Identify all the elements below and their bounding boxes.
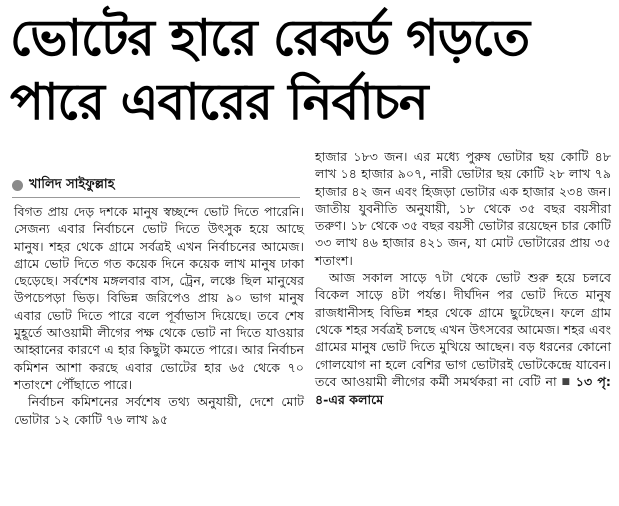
article-column-right xyxy=(315,148,611,408)
right-paragraph-2 xyxy=(315,269,611,408)
left-paragraph-2: নির্বাচন কমিশনের সর্বশেষ তথ্য অনুযায়ী, দেশে মোট ভোটার ১২ কোটি ৭৬ লাখ ৯৫ xyxy=(14,394,304,427)
byline-divider xyxy=(12,197,300,198)
byline xyxy=(12,176,115,194)
continuation-marker-icon: ■ xyxy=(561,376,571,387)
bullet-icon xyxy=(12,180,23,191)
right-paragraph-1: হাজার ১৮৩ জন। এর মধ্যে পুরুষ ভোটার ছয় কোটি ৪৮ লাখ ১৪ হাজার ৯০৭, নারী ভোটার ছয় কোটি ২৮ লাখ ৭৯ হাজার ৪২ জন এবং হিজড়া ভোটার এক হাজার ২৩৪ জন। জাতীয় যুবনীতি অনুযায়ী, ১৮ থেকে ৩৫ বছর বয়সীরা তরুণ। ১৮ থেকে ৩৫ বছর বয়সী ভোটার রয়েছেন চার কোটি ৩৩ লাখ ৪৬ হাজার ৪২১ জন, যা মোট ভোটারের প্রায় ৩৫ শতাংশ। xyxy=(315,149,611,268)
left-paragraph-1: বিগত প্রায় দেড় দশকে মানুষ স্বচ্ছন্দে ভোট দিতে পারেনি। সেজন্য এবার নির্বাচনে ভোট দিতে উৎসুক হয়ে আছে মানুষ। শহর থেকে গ্রামে সর্বত্রই এখন নির্বাচনের আমেজ। গ্রামে ভোট দিতে গত কয়েক দিনে কয়েক লাখ মানুষ ঢাকা ছেড়েছে। সর্বশেষ মঙ্গলবার বাস, ট্রেন, লঞ্চে ছিল মানুষের উপচেপড়া ভিড়। বিভিন্ন জরিপেও প্রায় ৯০ ভাগ মানুষ এবার ভোট দিতে পারে বলে পূর্বাভাস দিয়েছে। তবে শেষ মুহূর্তে আওয়ামী লীগের পক্ষ থেকে ভোট না দিতে যাওয়ার আহ্বানের কারণে এ হার কিছুটা কমতে পারে। আর নির্বাচন কমিশন আশা করছে এবার ভোটের হার ৬৫ থেকে ৭০ শতাংশে পৌঁছাতে পারে। xyxy=(14,204,304,392)
article-column-left xyxy=(14,203,304,428)
headline xyxy=(10,6,610,134)
continuation-reference: ১৩ পৃ: ৪-এর কলামে xyxy=(315,373,611,407)
headline-line-2: পারে এবারের নির্বাচন xyxy=(10,73,428,131)
byline-author: খালিদ সাইফুল্লাহ xyxy=(29,176,115,192)
headline-line-1: ভোটের হারে রেকর্ড গড়তে xyxy=(10,9,530,67)
right-paragraph-2-text: আজ সকাল সাড়ে ৭টা থেকে ভোট শুরু হয়ে চলবে বিকেল সাড়ে ৪টা পর্যন্ত। দীর্ঘদিন পর ভোট দিতে মানুষ রাজধানীসহ বিভিন্ন শহর থেকে গ্রামে ছুটেছেন। ফলে গ্রাম থেকে শহর সর্বত্রই চলছে এখন উৎসবের আমেজ। শহর এবং গ্রামের মানুষ ভোট দিতে মুখিয়ে আছেন। বড় ধরনের কোনো গোলযোগ না হলে বেশির ভাগ ভোটারই ভোটকেন্দ্রে যাবেন। তবে আওয়ামী লীগের কর্মী সমর্থকরা না বেটি না xyxy=(315,270,611,389)
